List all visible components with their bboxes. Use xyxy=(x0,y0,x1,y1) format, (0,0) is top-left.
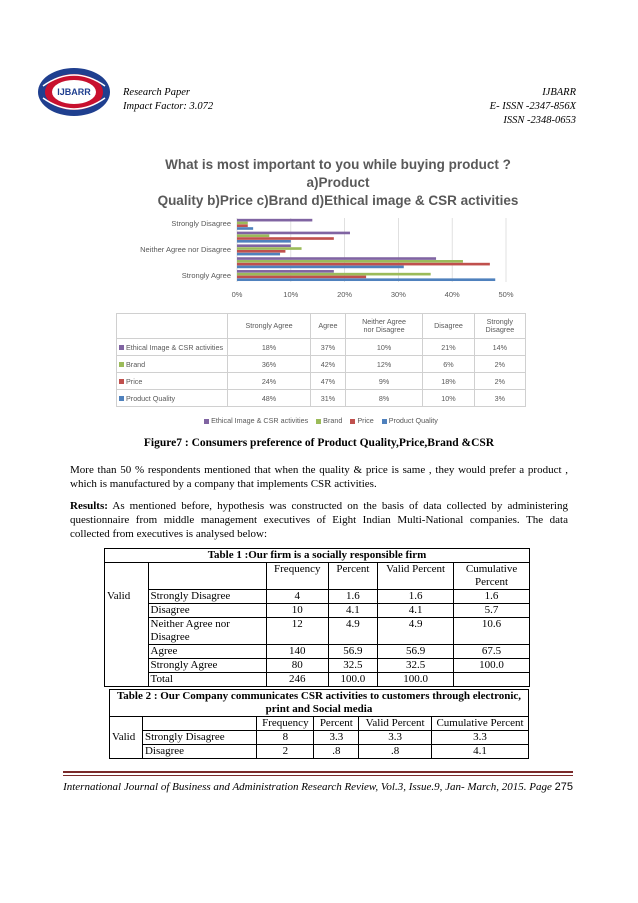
table-cell-label: Neither Agree nor Disagree xyxy=(148,618,266,645)
data-table-cell: 42% xyxy=(311,356,346,373)
legend-swatch xyxy=(350,419,355,424)
bar xyxy=(237,247,302,250)
results-label: Results: xyxy=(70,500,108,512)
data-table-series-label xyxy=(117,390,228,407)
bar-chart xyxy=(0,0,638,320)
table-cell-percent: 4.1 xyxy=(328,604,378,618)
page-number: 275 xyxy=(554,781,573,793)
x-tick-label: 40% xyxy=(444,290,460,299)
data-table-cell: 8% xyxy=(345,390,423,407)
bar xyxy=(237,234,269,237)
table-cell-valid-percent: .8 xyxy=(359,745,432,759)
table-cell-percent: 3.3 xyxy=(314,731,359,745)
legend-swatch xyxy=(382,419,387,424)
legend-label: Product Quality xyxy=(388,416,438,425)
series-swatch xyxy=(119,379,124,384)
table2-title: Table 2 : Our Company communicates CSR activities to customers through electronic, print and Social media xyxy=(110,690,529,717)
series-name: Product Quality xyxy=(126,393,176,403)
bar xyxy=(237,270,334,273)
table1-blank-2 xyxy=(148,563,266,590)
research-paper-label: Research Paper xyxy=(123,87,190,98)
data-table-cell: 18% xyxy=(423,373,474,390)
table-cell-cumulative: 1.6 xyxy=(454,590,530,604)
table1-title: Table 1 :Our firm is a socially responsible firm xyxy=(105,549,530,563)
bar xyxy=(237,250,285,253)
table-group-blank xyxy=(105,659,149,673)
table-cell-frequency: 140 xyxy=(266,645,328,659)
page-footer xyxy=(63,781,573,793)
table-row xyxy=(105,604,530,618)
issn: ISSN -2348-0653 xyxy=(503,115,576,126)
table-cell-label: Disagree xyxy=(142,745,256,759)
table-row xyxy=(110,745,529,759)
data-table-cell: 12% xyxy=(345,356,423,373)
table-cell-valid-percent: 4.1 xyxy=(378,604,454,618)
footer-rule xyxy=(63,771,573,773)
bar xyxy=(237,253,280,256)
legend-item xyxy=(316,416,342,425)
data-table-cell: 2% xyxy=(474,356,525,373)
table-cell-label: Strongly Disagree xyxy=(142,731,256,745)
table2-title-row xyxy=(110,690,529,717)
data-table-series-label xyxy=(117,339,228,356)
table2-header-percent: Percent xyxy=(314,717,359,731)
data-table-cell: 9% xyxy=(345,373,423,390)
data-table-column-header: Agree xyxy=(311,314,346,339)
table-cell-percent: 100.0 xyxy=(328,673,378,687)
table-cell-percent: 32.5 xyxy=(328,659,378,673)
table-cell-frequency: 8 xyxy=(257,731,314,745)
legend-item xyxy=(350,416,373,425)
legend-item xyxy=(204,416,308,425)
footer-journal: International Journal of Business and Administration Research Review, Vol.3, Issue.9, Jan- March, 2015. Page xyxy=(63,781,555,793)
data-table-row xyxy=(117,390,526,407)
y-axis-label: Strongly Disagree xyxy=(171,219,231,229)
bar xyxy=(237,232,350,235)
series-name: Brand xyxy=(126,359,146,369)
bar xyxy=(237,219,312,222)
table-cell-percent: 1.6 xyxy=(328,590,378,604)
data-table-header xyxy=(117,314,526,339)
chart-data-table xyxy=(116,313,526,407)
data-table-cell: 18% xyxy=(228,339,311,356)
data-table-column-header: Neither Agree nor Disagree xyxy=(345,314,423,339)
footer-rule-thin xyxy=(63,775,573,776)
table-cell-percent: 56.9 xyxy=(328,645,378,659)
bar xyxy=(237,222,248,225)
data-table-cell: 37% xyxy=(311,339,346,356)
table-cell-frequency: 2 xyxy=(257,745,314,759)
table2-blank-1 xyxy=(110,717,143,731)
legend-item xyxy=(382,416,438,425)
table-cell-label: Disagree xyxy=(148,604,266,618)
x-tick-label: 30% xyxy=(390,290,406,299)
data-table-corner xyxy=(117,314,228,339)
table-row xyxy=(105,618,530,645)
table-group-label: Valid xyxy=(105,590,149,604)
data-table-cell: 2% xyxy=(474,373,525,390)
x-tick-label: 10% xyxy=(283,290,299,299)
table-row xyxy=(105,590,530,604)
impact-factor: Impact Factor: 3.072 xyxy=(123,101,214,112)
series-swatch xyxy=(119,345,124,350)
data-table-row xyxy=(117,339,526,356)
table-cell-cumulative xyxy=(454,673,530,687)
table-cell-frequency: 80 xyxy=(266,659,328,673)
bar xyxy=(237,266,404,269)
data-table-cell: 31% xyxy=(311,390,346,407)
data-table-row xyxy=(117,373,526,390)
table1-header-cumulative: Cumulative Percent xyxy=(454,563,530,590)
table1-header-valid-percent: Valid Percent xyxy=(378,563,454,590)
data-table-cell: 6% xyxy=(423,356,474,373)
table2-header-row xyxy=(110,717,529,731)
table-cell-cumulative: 100.0 xyxy=(454,659,530,673)
journal-abbrev: IJBARR xyxy=(542,87,576,98)
bar xyxy=(237,237,334,240)
chart-title-line2: Quality b)Price c)Brand d)Ethical image & CSR activities xyxy=(157,193,519,208)
data-table-cell: 36% xyxy=(228,356,311,373)
table-row xyxy=(105,645,530,659)
legend-swatch xyxy=(204,419,209,424)
series-swatch xyxy=(119,362,124,367)
table2-header-valid-percent: Valid Percent xyxy=(359,717,432,731)
table-cell-frequency: 12 xyxy=(266,618,328,645)
data-table-series-label xyxy=(117,356,228,373)
paragraph-results xyxy=(70,499,568,541)
table-cell-cumulative: 10.6 xyxy=(454,618,530,645)
table1-header-frequency: Frequency xyxy=(266,563,328,590)
table1-header-row xyxy=(105,563,530,590)
x-tick-label: 0% xyxy=(231,290,243,299)
data-table-series-label xyxy=(117,373,228,390)
bar xyxy=(237,260,463,263)
table-cell-valid-percent: 32.5 xyxy=(378,659,454,673)
table-group-blank xyxy=(105,618,149,645)
table-row xyxy=(110,731,529,745)
table-cell-valid-percent: 56.9 xyxy=(378,645,454,659)
series-name: Price xyxy=(126,376,143,386)
table-row xyxy=(105,673,530,687)
data-table-cell: 21% xyxy=(423,339,474,356)
table-cell-frequency: 10 xyxy=(266,604,328,618)
table-cell-valid-percent: 1.6 xyxy=(378,590,454,604)
table1-blank-1 xyxy=(105,563,149,590)
e-issn: E- ISSN -2347-856X xyxy=(489,101,576,112)
bar xyxy=(237,240,291,243)
bar xyxy=(237,257,436,260)
y-axis-label: Neither Agree nor Disagree xyxy=(140,245,231,254)
table-group-blank xyxy=(105,604,149,618)
data-table-cell: 24% xyxy=(228,373,311,390)
bar xyxy=(237,263,490,266)
bar xyxy=(237,224,248,227)
table-group-blank xyxy=(105,645,149,659)
table1-title-row xyxy=(105,549,530,563)
data-table-cell: 48% xyxy=(228,390,311,407)
table-cell-frequency: 4 xyxy=(266,590,328,604)
table-group-blank xyxy=(105,673,149,687)
table2-blank-2 xyxy=(142,717,256,731)
data-table-column-header: Strongly Disagree xyxy=(474,314,525,339)
bar xyxy=(237,273,431,276)
data-table-cell: 14% xyxy=(474,339,525,356)
table-cell-valid-percent: 100.0 xyxy=(378,673,454,687)
data-table-column-header: Strongly Agree xyxy=(228,314,311,339)
table-cell-cumulative: 67.5 xyxy=(454,645,530,659)
table-cell-label: Agree xyxy=(148,645,266,659)
figure-caption: Figure7 : Consumers preference of Product Quality,Price,Brand &CSR xyxy=(143,437,495,449)
table-cell-label: Strongly Agree xyxy=(148,659,266,673)
table-cell-frequency: 246 xyxy=(266,673,328,687)
table-group-label: Valid xyxy=(110,731,143,745)
table-1 xyxy=(104,548,530,687)
y-axis-label: Strongly Agree xyxy=(181,270,231,280)
legend-label: Price xyxy=(357,416,374,425)
table-cell-cumulative: 4.1 xyxy=(432,745,529,759)
legend-label: Ethical Image & CSR activities xyxy=(211,416,309,425)
table2-header-frequency: Frequency xyxy=(257,717,314,731)
table-row xyxy=(105,659,530,673)
table-cell-cumulative: 3.3 xyxy=(432,731,529,745)
bar xyxy=(237,278,495,281)
table-cell-cumulative: 5.7 xyxy=(454,604,530,618)
results-text: As mentioned before, hypothesis was constructed on the basis of data collected by administering questionnaire from middle management executives of Eight Indian Multi-National companies. The data collected from executives is analysed below: xyxy=(70,500,568,540)
series-name: Ethical Image & CSR activities xyxy=(126,342,224,352)
table-group-blank xyxy=(110,745,143,759)
table-cell-valid-percent: 3.3 xyxy=(359,731,432,745)
legend-swatch xyxy=(316,419,321,424)
bar xyxy=(237,244,291,247)
bar xyxy=(237,227,253,230)
table1-header-percent: Percent xyxy=(328,563,378,590)
bar xyxy=(237,276,366,279)
legend-label: Brand xyxy=(323,416,343,425)
chart-title-line1: What is most important to you while buying product ? a)Product xyxy=(165,157,511,190)
chart-legend xyxy=(116,416,526,425)
series-swatch xyxy=(119,396,124,401)
data-table-cell: 3% xyxy=(474,390,525,407)
data-table-cell: 47% xyxy=(311,373,346,390)
data-table-column-header: Disagree xyxy=(423,314,474,339)
data-table-cell: 10% xyxy=(345,339,423,356)
table-cell-valid-percent: 4.9 xyxy=(378,618,454,645)
data-table-cell: 10% xyxy=(423,390,474,407)
table-cell-label: Total xyxy=(148,673,266,687)
table2-header-cumulative: Cumulative Percent xyxy=(432,717,529,731)
logo-text: IJBARR xyxy=(57,87,91,97)
x-tick-label: 50% xyxy=(498,290,514,299)
table-cell-percent: 4.9 xyxy=(328,618,378,645)
table-cell-label: Strongly Disagree xyxy=(148,590,266,604)
data-table-row xyxy=(117,356,526,373)
table-2 xyxy=(109,689,529,759)
table-cell-percent: .8 xyxy=(314,745,359,759)
x-tick-label: 20% xyxy=(337,290,353,299)
paragraph-summary: More than 50 % respondents mentioned that when the quality & price is same , they would prefer a product , which is manufactured by a company that implements CSR activities. xyxy=(70,464,568,490)
